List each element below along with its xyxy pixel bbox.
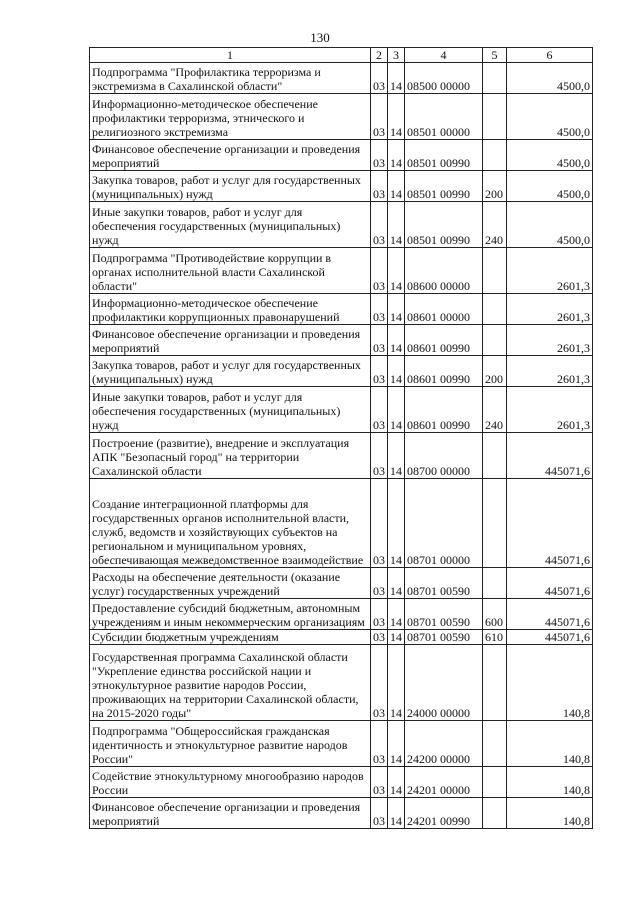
table-row	[90, 568, 593, 599]
row-expense-type-code	[483, 325, 507, 356]
row-name: Финансовое обеспечение организации и проведения мероприятий	[90, 798, 371, 829]
column-header: 1	[90, 48, 371, 63]
row-target-code: 08601 00990	[405, 356, 483, 387]
row-amount: 2601,3	[507, 325, 593, 356]
row-target-code: 08600 00000	[405, 248, 483, 294]
row-expense-type-code	[483, 767, 507, 798]
row-target-code: 08701 00590	[405, 599, 483, 630]
row-subsection-code: 14	[388, 630, 405, 645]
row-section-code: 03	[371, 325, 388, 356]
row-target-code: 08701 00000	[405, 479, 483, 568]
row-subsection-code: 14	[388, 645, 405, 721]
row-target-code: 08601 00990	[405, 325, 483, 356]
row-name: Создание интеграционной платформы для государственных органов исполнительной власти, служб, ведомств и хозяйствующих субъектов на региональном и муниципальном уровнях, обеспечивающая межведомственное взаимодействие	[90, 479, 371, 568]
table-row	[90, 767, 593, 798]
table-row	[90, 140, 593, 171]
row-amount: 140,8	[507, 645, 593, 721]
row-amount: 4500,0	[507, 94, 593, 140]
row-name: Информационно-методическое обеспечение профилактики терроризма, этнического и религиозного экстремизма	[90, 94, 371, 140]
row-expense-type-code	[483, 248, 507, 294]
row-name: Закупка товаров, работ и услуг для государственных (муниципальных) нужд	[90, 356, 371, 387]
row-expense-type-code: 240	[483, 387, 507, 433]
row-expense-type-code	[483, 645, 507, 721]
table-row	[90, 356, 593, 387]
row-expense-type-code: 200	[483, 171, 507, 202]
row-section-code: 03	[371, 294, 388, 325]
row-amount: 2601,3	[507, 248, 593, 294]
row-name: Иные закупки товаров, работ и услуг для обеспечения государственных (муниципальных) нужд	[90, 202, 371, 248]
row-expense-type-code	[483, 433, 507, 479]
row-target-code: 24201 00990	[405, 798, 483, 829]
header-row	[90, 48, 593, 63]
row-section-code: 03	[371, 63, 388, 94]
row-section-code: 03	[371, 767, 388, 798]
row-name: Подпрограмма "Общероссийская гражданская идентичность и этнокультурное развитие народов России"	[90, 721, 371, 767]
row-target-code: 24200 00000	[405, 721, 483, 767]
row-section-code: 03	[371, 94, 388, 140]
row-amount: 140,8	[507, 721, 593, 767]
row-name: Закупка товаров, работ и услуг для государственных (муниципальных) нужд	[90, 171, 371, 202]
row-subsection-code: 14	[388, 140, 405, 171]
row-name: Информационно-методическое обеспечение профилактики коррупционных правонарушений	[90, 294, 371, 325]
table-row	[90, 325, 593, 356]
row-section-code: 03	[371, 433, 388, 479]
row-name: Государственная программа Сахалинской области "Укрепление единства российской нации и этнокультурное развитие народов России, проживающих на территории Сахалинской области, на 2015-2020 годы"	[90, 645, 371, 721]
row-name: Субсидии бюджетным учреждениям	[90, 630, 371, 645]
row-target-code: 08501 00990	[405, 202, 483, 248]
column-header: 5	[483, 48, 507, 63]
row-subsection-code: 14	[388, 568, 405, 599]
table-row	[90, 171, 593, 202]
row-section-code: 03	[371, 645, 388, 721]
row-target-code: 08501 00000	[405, 94, 483, 140]
row-name: Финансовое обеспечение организации и проведения мероприятий	[90, 325, 371, 356]
row-target-code: 08601 00000	[405, 294, 483, 325]
row-subsection-code: 14	[388, 202, 405, 248]
row-amount: 445071,6	[507, 630, 593, 645]
row-section-code: 03	[371, 202, 388, 248]
row-target-code: 08501 00990	[405, 171, 483, 202]
table-row	[90, 630, 593, 645]
row-name: Иные закупки товаров, работ и услуг для обеспечения государственных (муниципальных) нужд	[90, 387, 371, 433]
row-name: Подпрограмма "Противодействие коррупции в органах исполнительной власти Сахалинской области"	[90, 248, 371, 294]
row-subsection-code: 14	[388, 294, 405, 325]
page-number: 130	[310, 30, 330, 45]
row-subsection-code: 14	[388, 356, 405, 387]
row-expense-type-code	[483, 294, 507, 325]
row-section-code: 03	[371, 599, 388, 630]
table-row	[90, 248, 593, 294]
row-subsection-code: 14	[388, 479, 405, 568]
table-row	[90, 387, 593, 433]
row-subsection-code: 14	[388, 433, 405, 479]
row-amount: 140,8	[507, 767, 593, 798]
row-section-code: 03	[371, 248, 388, 294]
row-expense-type-code: 200	[483, 356, 507, 387]
row-expense-type-code	[483, 721, 507, 767]
row-subsection-code: 14	[388, 767, 405, 798]
row-section-code: 03	[371, 387, 388, 433]
table-row	[90, 645, 593, 721]
table-row	[90, 721, 593, 767]
row-target-code: 08701 00590	[405, 568, 483, 599]
row-expense-type-code	[483, 479, 507, 568]
table-row	[90, 94, 593, 140]
row-subsection-code: 14	[388, 325, 405, 356]
row-section-code: 03	[371, 630, 388, 645]
row-expense-type-code: 240	[483, 202, 507, 248]
column-header: 2	[371, 48, 388, 63]
row-section-code: 03	[371, 171, 388, 202]
row-expense-type-code	[483, 568, 507, 599]
row-target-code: 08601 00990	[405, 387, 483, 433]
table-row	[90, 479, 593, 568]
table-row	[90, 202, 593, 248]
row-amount: 4500,0	[507, 171, 593, 202]
row-name: Построение (развитие), внедрение и эксплуатация АПК "Безопасный город" на территории Сахалинской области	[90, 433, 371, 479]
row-target-code: 24201 00000	[405, 767, 483, 798]
row-subsection-code: 14	[388, 599, 405, 630]
row-target-code: 08500 00000	[405, 63, 483, 94]
row-amount: 2601,3	[507, 294, 593, 325]
row-subsection-code: 14	[388, 94, 405, 140]
row-section-code: 03	[371, 721, 388, 767]
row-subsection-code: 14	[388, 798, 405, 829]
row-amount: 2601,3	[507, 387, 593, 433]
row-amount: 2601,3	[507, 356, 593, 387]
table-row	[90, 798, 593, 829]
row-expense-type-code: 600	[483, 599, 507, 630]
column-header: 6	[507, 48, 593, 63]
row-name: Расходы на обеспечение деятельности (оказание услуг) государственных учреждений	[90, 568, 371, 599]
row-subsection-code: 14	[388, 248, 405, 294]
row-expense-type-code	[483, 140, 507, 171]
row-section-code: 03	[371, 568, 388, 599]
row-amount: 445071,6	[507, 433, 593, 479]
row-expense-type-code	[483, 94, 507, 140]
row-section-code: 03	[371, 798, 388, 829]
row-expense-type-code	[483, 798, 507, 829]
row-target-code: 24000 00000	[405, 645, 483, 721]
row-amount: 445071,6	[507, 568, 593, 599]
row-section-code: 03	[371, 356, 388, 387]
row-target-code: 08701 00590	[405, 630, 483, 645]
table-row	[90, 599, 593, 630]
row-section-code: 03	[371, 140, 388, 171]
row-expense-type-code: 610	[483, 630, 507, 645]
row-amount: 445071,6	[507, 599, 593, 630]
row-subsection-code: 14	[388, 721, 405, 767]
row-amount: 4500,0	[507, 202, 593, 248]
table-row	[90, 294, 593, 325]
row-target-code: 08501 00990	[405, 140, 483, 171]
column-header: 4	[405, 48, 483, 63]
row-name: Финансовое обеспечение организации и проведения мероприятий	[90, 140, 371, 171]
row-target-code: 08700 00000	[405, 433, 483, 479]
row-amount: 4500,0	[507, 63, 593, 94]
row-section-code: 03	[371, 479, 388, 568]
table-row	[90, 433, 593, 479]
row-name: Содействие этнокультурному многообразию народов России	[90, 767, 371, 798]
row-subsection-code: 14	[388, 171, 405, 202]
budget-table	[89, 47, 593, 829]
row-name: Подпрограмма "Профилактика терроризма и экстремизма в Сахалинской области"	[90, 63, 371, 94]
row-expense-type-code	[483, 63, 507, 94]
row-amount: 445071,6	[507, 479, 593, 568]
row-name: Предоставление субсидий бюджетным, автономным учреждениям и иным некоммерческим организациям	[90, 599, 371, 630]
row-subsection-code: 14	[388, 387, 405, 433]
column-header: 3	[388, 48, 405, 63]
row-subsection-code: 14	[388, 63, 405, 94]
table-row	[90, 63, 593, 94]
row-amount: 140,8	[507, 798, 593, 829]
row-amount: 4500,0	[507, 140, 593, 171]
